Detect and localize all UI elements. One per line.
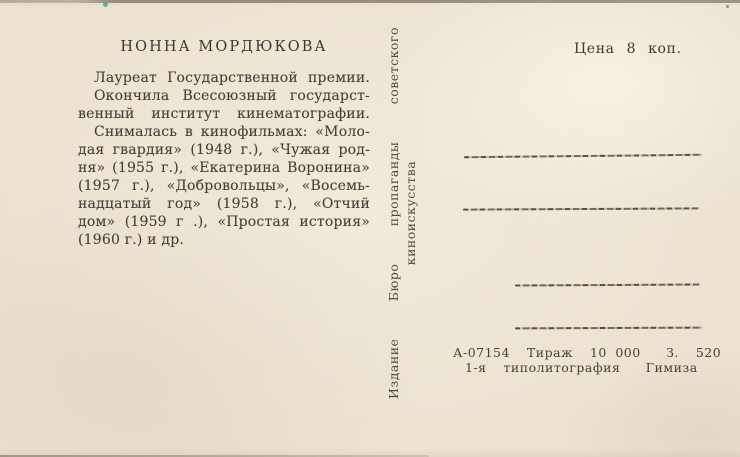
bio-line: венный институт кинематографии. — [78, 106, 370, 122]
bio-line: дая гвардия» (1948 г.), «Чужая род- — [78, 142, 370, 158]
imprint-word: пропаганды — [386, 141, 401, 227]
print-shop: 1-я типолитография Гимиза — [465, 360, 698, 375]
bio-line: (1957 г.), «Добровольцы», «Восемь- — [78, 178, 370, 194]
imprint-word: советского — [386, 27, 401, 105]
bio-line: (1960 г.) и др. — [78, 232, 185, 248]
address-rule-2 — [463, 207, 699, 210]
bio-line: надцатый год» (1958 г.), «Отчий — [78, 196, 370, 212]
price-label: Цена 8 коп. — [574, 41, 682, 57]
bio-line: Снималась в кинофильмах: «Моло- — [94, 124, 370, 140]
address-rule-3 — [515, 284, 700, 287]
paper-speck — [103, 2, 108, 7]
publisher-imprint-line1 — [386, 27, 401, 399]
publisher-imprint-vertical — [386, 27, 418, 399]
publisher-imprint-line2: киноискусства — [403, 160, 418, 266]
bio-line: Окончила Всесоюзный государст- — [94, 88, 370, 104]
address-rule-4 — [515, 327, 702, 330]
page-title: НОННА МОРДЮКОВА — [120, 39, 328, 55]
print-code: А-07154 Тираж 10 000 З. 520 — [453, 345, 722, 360]
imprint-word: Издание — [386, 338, 401, 399]
bio-line: дом» (1959 г .), «Простая история» — [78, 214, 370, 230]
bio-line: Лауреат Государственной премии. — [94, 70, 370, 86]
bio-line: ня» (1955 г.), «Екатерина Воронина» — [78, 160, 370, 176]
bio-text — [78, 69, 370, 249]
print-info — [453, 345, 722, 375]
imprint-word: Бюро — [386, 263, 401, 302]
address-rule-1 — [464, 154, 702, 158]
scan-edge-top — [0, 0, 740, 3]
scan-speck-right — [726, 5, 729, 8]
